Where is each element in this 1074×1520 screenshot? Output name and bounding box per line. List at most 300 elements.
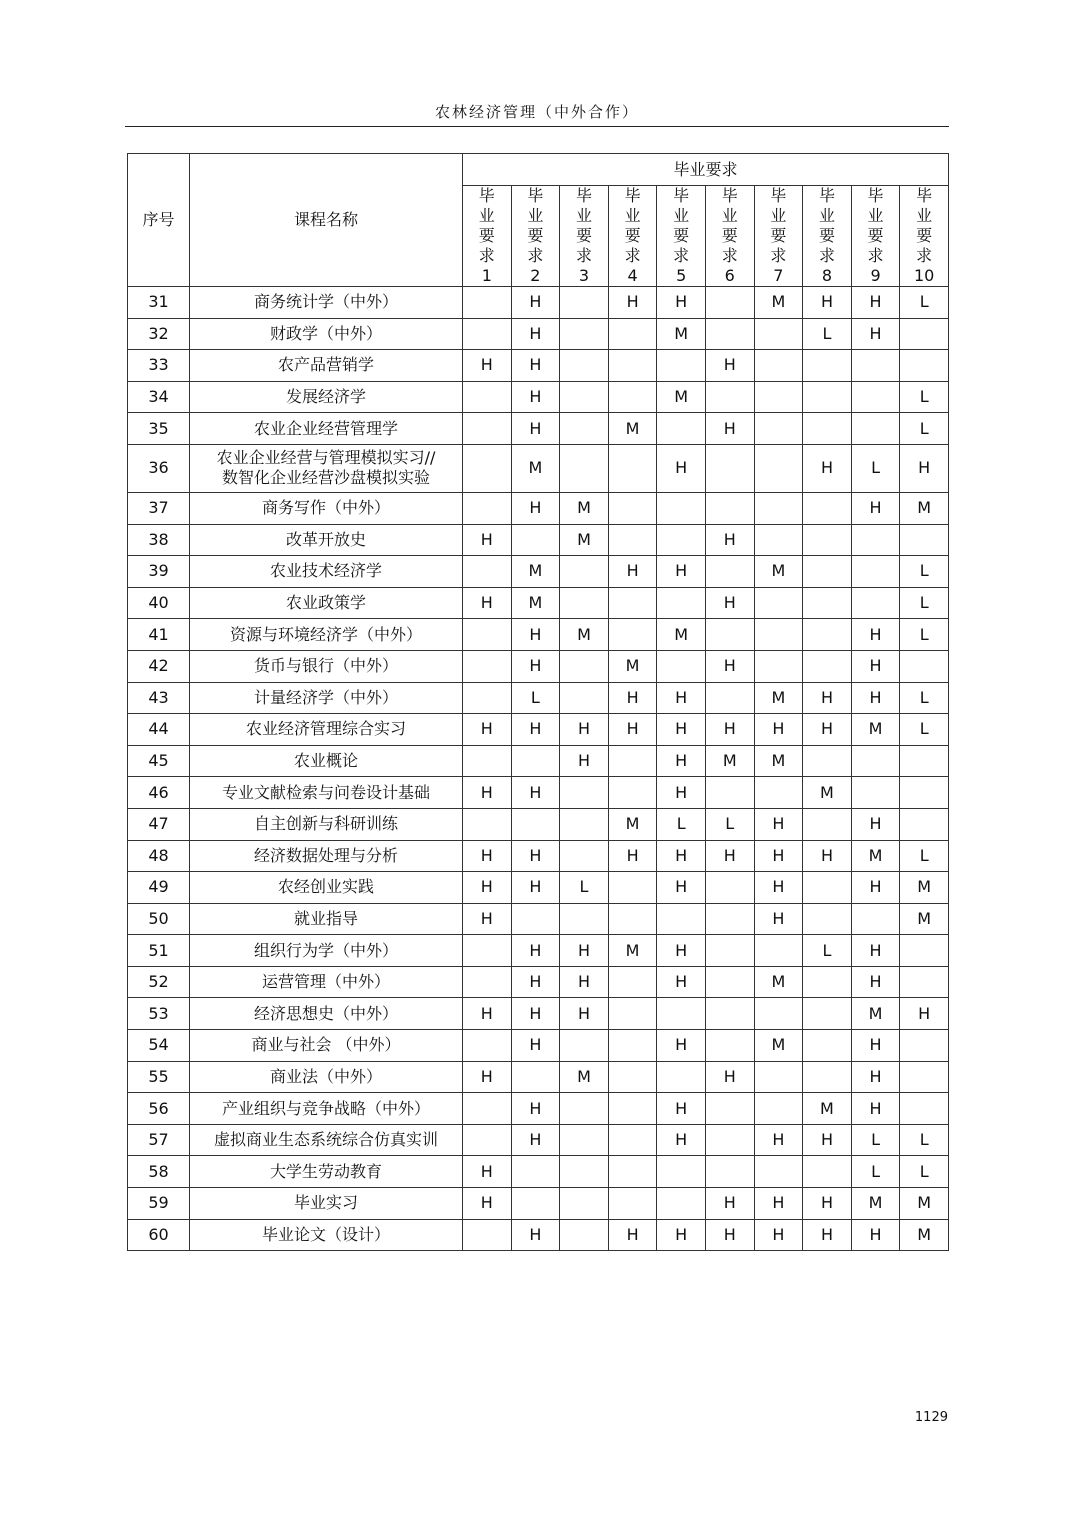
requirement-header-char: 求 [818,246,835,265]
row-seq-number: 48 [128,840,190,872]
requirement-cell-8 [803,1030,852,1062]
requirement-cell-10: L [900,1124,949,1156]
requirement-cell-1 [463,619,512,651]
row-course-name: 毕业论文（设计） [190,1219,463,1251]
requirement-cell-7: M [754,556,803,588]
requirement-cell-8: H [803,714,852,746]
requirement-cell-2: M [511,444,560,492]
requirement-cell-8 [803,556,852,588]
requirement-cell-6 [705,966,754,998]
requirement-cell-9: H [851,1219,900,1251]
row-seq-number: 31 [128,287,190,319]
requirement-cell-1 [463,413,512,445]
requirement-cell-5: H [657,840,706,872]
requirement-cell-10 [900,350,949,382]
requirement-cell-1 [463,381,512,413]
requirement-cell-4 [608,619,657,651]
requirement-cell-2: M [511,587,560,619]
table-row [128,872,949,904]
requirement-cell-6: H [705,714,754,746]
row-course-name: 虚拟商业生态系统综合仿真实训 [190,1124,463,1156]
requirement-cell-4 [608,444,657,492]
requirement-cell-3 [560,808,609,840]
requirement-cell-9: H [851,1030,900,1062]
requirement-cell-5 [657,413,706,445]
requirement-cell-2 [511,1156,560,1188]
requirement-cell-8: H [803,682,852,714]
requirement-cell-8: M [803,777,852,809]
requirement-cell-5 [657,998,706,1030]
requirement-cell-10 [900,524,949,556]
requirement-cell-8 [803,1061,852,1093]
requirement-cell-8 [803,492,852,524]
requirement-cell-1: H [463,840,512,872]
requirement-header-2 [511,186,560,287]
table-row [128,444,949,492]
row-seq-number: 56 [128,1093,190,1125]
row-seq-number: 42 [128,650,190,682]
requirement-cell-9: H [851,318,900,350]
requirement-cell-3 [560,1156,609,1188]
row-seq-number: 57 [128,1124,190,1156]
row-seq-number: 52 [128,966,190,998]
requirement-cell-5: H [657,287,706,319]
requirement-cell-4: H [608,682,657,714]
table-row [128,619,949,651]
table-row [128,413,949,445]
requirement-header-char: 求 [770,246,787,265]
requirement-cell-7 [754,1061,803,1093]
requirement-header-char: 要 [867,226,884,245]
requirement-cell-7 [754,587,803,619]
table-row [128,1093,949,1125]
requirement-cell-5: H [657,1093,706,1125]
requirement-header-char: 求 [478,246,495,265]
requirement-cell-3 [560,318,609,350]
requirement-cell-1 [463,745,512,777]
requirement-cell-2 [511,808,560,840]
requirement-cell-9 [851,587,900,619]
requirement-cell-7 [754,413,803,445]
requirement-cell-3 [560,350,609,382]
requirement-cell-7 [754,381,803,413]
row-course-name: 毕业实习 [190,1188,463,1220]
table-row [128,966,949,998]
requirement-cell-2: H [511,413,560,445]
requirement-cell-9: L [851,444,900,492]
requirement-cell-2 [511,903,560,935]
requirement-cell-7 [754,444,803,492]
requirement-cell-5 [657,492,706,524]
requirement-header-7 [754,186,803,287]
table-row [128,1124,949,1156]
requirement-cell-8 [803,745,852,777]
requirement-cell-6: H [705,1219,754,1251]
requirement-cell-8 [803,1156,852,1188]
requirement-cell-1 [463,492,512,524]
table-row [128,492,949,524]
requirement-cell-9 [851,745,900,777]
requirement-cell-9: H [851,935,900,967]
requirement-cell-7 [754,492,803,524]
requirement-cell-6: H [705,524,754,556]
requirement-cell-2 [511,524,560,556]
requirement-header-char: 业 [575,206,592,225]
requirement-cell-6: H [705,413,754,445]
requirement-header-char: 毕 [673,186,690,205]
table-row [128,714,949,746]
requirement-cell-3 [560,777,609,809]
row-seq-number: 39 [128,556,190,588]
requirement-cell-6: H [705,587,754,619]
requirement-cell-6 [705,381,754,413]
table-row [128,350,949,382]
requirement-cell-10: L [900,287,949,319]
requirement-cell-4 [608,1061,657,1093]
requirement-cell-7 [754,935,803,967]
requirement-cell-5: M [657,619,706,651]
requirement-cell-10: L [900,413,949,445]
requirement-cell-10: L [900,619,949,651]
requirement-cell-1: H [463,777,512,809]
requirement-cell-5: M [657,381,706,413]
requirement-cell-10: H [900,998,949,1030]
requirement-cell-9: H [851,682,900,714]
requirement-cell-1 [463,682,512,714]
requirement-cell-8 [803,587,852,619]
requirement-header-9 [851,186,900,287]
requirement-header-number: 9 [870,266,881,285]
requirement-cell-2: H [511,714,560,746]
requirement-cell-2: H [511,650,560,682]
requirement-cell-7: H [754,714,803,746]
requirement-cell-7: H [754,903,803,935]
requirement-cell-5: H [657,1124,706,1156]
requirement-header-char: 业 [867,206,884,225]
row-seq-number: 49 [128,872,190,904]
requirement-cell-1 [463,650,512,682]
requirement-header-char: 业 [916,206,933,225]
requirement-cell-7: M [754,745,803,777]
row-course-name: 农业概论 [190,745,463,777]
requirement-cell-10: L [900,840,949,872]
requirement-cell-2: H [511,492,560,524]
row-seq-number: 34 [128,381,190,413]
requirement-cell-7: M [754,682,803,714]
requirement-header-number: 3 [578,266,590,285]
requirement-cell-3: M [560,524,609,556]
requirement-cell-5 [657,1188,706,1220]
requirement-header-number: 4 [627,266,638,285]
table-row [128,1030,949,1062]
table-row [128,682,949,714]
requirement-cell-6 [705,287,754,319]
requirement-cell-9: H [851,1061,900,1093]
row-seq-number: 33 [128,350,190,382]
requirement-cell-2: H [511,1124,560,1156]
requirement-cell-4: H [608,1219,657,1251]
requirement-cell-3: H [560,966,609,998]
row-course-name: 农产品营销学 [190,350,463,382]
requirement-cell-8: H [803,840,852,872]
requirement-cell-6: H [705,350,754,382]
row-seq-number: 50 [128,903,190,935]
row-course-name: 商业法（中外） [190,1061,463,1093]
requirement-cell-9: M [851,998,900,1030]
requirement-cell-6 [705,903,754,935]
row-course-name: 商务统计学（中外） [190,287,463,319]
requirement-cell-8: H [803,1219,852,1251]
requirement-header-char: 要 [770,226,787,245]
requirement-cell-8: L [803,318,852,350]
row-seq-number: 59 [128,1188,190,1220]
requirement-header-6 [705,186,754,287]
row-seq-number: 38 [128,524,190,556]
requirement-header-char: 要 [721,226,738,245]
row-course-name: 商务写作（中外） [190,492,463,524]
requirement-cell-3: M [560,619,609,651]
requirement-cell-8 [803,808,852,840]
requirement-cell-9: L [851,1156,900,1188]
requirement-cell-6: H [705,1061,754,1093]
requirement-cell-2: H [511,872,560,904]
requirement-cell-1: H [463,350,512,382]
requirement-cell-10 [900,745,949,777]
requirement-header-char: 业 [770,206,787,225]
requirement-cell-10 [900,808,949,840]
row-seq-number: 41 [128,619,190,651]
row-course-name: 计量经济学（中外） [190,682,463,714]
row-course-name: 资源与环境经济学（中外） [190,619,463,651]
row-seq-number: 53 [128,998,190,1030]
requirement-cell-5: H [657,777,706,809]
requirement-cell-9: M [851,1188,900,1220]
requirement-cell-1 [463,808,512,840]
table-row [128,556,949,588]
requirement-cell-3 [560,650,609,682]
requirement-cell-7 [754,998,803,1030]
requirement-cell-7 [754,318,803,350]
requirement-cell-9: H [851,619,900,651]
requirement-cell-1: H [463,872,512,904]
requirement-cell-4: M [608,935,657,967]
page-number: 1129 [914,1410,948,1425]
matrix-body [128,287,949,1251]
requirement-cell-4 [608,777,657,809]
requirement-cell-6: H [705,1188,754,1220]
requirement-header-number: 7 [773,266,784,285]
row-seq-number: 60 [128,1219,190,1251]
requirement-cell-2: H [511,1030,560,1062]
row-course-name: 货币与银行（中外） [190,650,463,682]
requirement-cell-1 [463,935,512,967]
requirement-header-char: 要 [527,226,544,245]
table-row [128,935,949,967]
requirement-cell-3 [560,381,609,413]
requirement-cell-5 [657,1156,706,1188]
row-course-name: 经济数据处理与分析 [190,840,463,872]
requirement-cell-4: H [608,287,657,319]
requirement-cell-2: H [511,777,560,809]
requirement-cell-6: H [705,650,754,682]
requirement-cell-3 [560,682,609,714]
requirement-cell-1 [463,1219,512,1251]
column-header-requirements: 毕业要求 [463,154,949,186]
row-seq-number: 36 [128,444,190,492]
row-seq-number: 51 [128,935,190,967]
requirement-cell-4 [608,318,657,350]
requirement-cell-3: H [560,935,609,967]
row-course-name: 专业文献检索与问卷设计基础 [190,777,463,809]
requirement-cell-10 [900,1030,949,1062]
row-seq-number: 46 [128,777,190,809]
requirement-cell-3 [560,1124,609,1156]
requirement-cell-5 [657,587,706,619]
requirement-cell-3: H [560,745,609,777]
requirement-cell-5: H [657,966,706,998]
requirement-cell-10 [900,1093,949,1125]
table-row [128,1156,949,1188]
requirement-header-number: 2 [530,266,541,285]
requirement-cell-6 [705,492,754,524]
requirement-header-number: 6 [724,266,735,285]
requirement-cell-5: H [657,444,706,492]
requirement-cell-3 [560,556,609,588]
requirement-cell-2: H [511,287,560,319]
requirement-cell-5 [657,650,706,682]
row-seq-number: 54 [128,1030,190,1062]
requirement-cell-7: H [754,872,803,904]
requirement-cell-4 [608,587,657,619]
requirement-cell-3: H [560,714,609,746]
requirement-cell-1: H [463,1156,512,1188]
requirement-cell-7 [754,350,803,382]
column-header-course-name: 课程名称 [190,154,463,287]
requirement-cell-8 [803,619,852,651]
requirement-header-char: 求 [867,246,884,265]
requirement-header-number: 5 [676,266,687,285]
table-row [128,998,949,1030]
requirement-cell-5 [657,524,706,556]
requirement-cell-9: H [851,492,900,524]
requirement-cell-9 [851,350,900,382]
requirement-cell-3 [560,587,609,619]
requirement-cell-3 [560,1093,609,1125]
requirement-cell-9 [851,381,900,413]
table-row [128,650,949,682]
requirement-cell-5: H [657,556,706,588]
requirement-cell-10 [900,318,949,350]
requirement-cell-8: H [803,444,852,492]
requirement-cell-4 [608,1093,657,1125]
requirement-cell-10: M [900,492,949,524]
requirement-cell-6 [705,682,754,714]
row-course-name: 财政学（中外） [190,318,463,350]
requirement-cell-10: L [900,556,949,588]
requirement-cell-10: L [900,714,949,746]
requirement-cell-8 [803,413,852,445]
requirement-cell-4: H [608,556,657,588]
requirement-cell-3: H [560,998,609,1030]
requirement-cell-6 [705,998,754,1030]
table-row [128,318,949,350]
requirement-cell-2: H [511,1219,560,1251]
row-seq-number: 43 [128,682,190,714]
row-seq-number: 47 [128,808,190,840]
requirement-cell-9 [851,413,900,445]
requirement-cell-10: L [900,587,949,619]
requirement-cell-2 [511,745,560,777]
row-course-name: 农业政策学 [190,587,463,619]
requirement-header-char: 要 [624,226,641,245]
requirement-cell-10: M [900,903,949,935]
requirement-cell-7: M [754,966,803,998]
requirement-cell-9 [851,556,900,588]
requirement-header-8 [803,186,852,287]
requirement-cell-10 [900,1061,949,1093]
requirement-cell-3: L [560,872,609,904]
requirement-cell-4 [608,1124,657,1156]
requirement-cell-8 [803,966,852,998]
requirement-cell-2: M [511,556,560,588]
requirement-header-char: 要 [673,226,690,245]
requirement-cell-6 [705,556,754,588]
requirement-cell-1 [463,1030,512,1062]
requirement-cell-3: M [560,1061,609,1093]
requirement-header-char: 毕 [916,186,933,205]
requirement-cell-9: H [851,808,900,840]
requirement-cell-8: M [803,1093,852,1125]
requirement-header-char: 求 [721,246,738,265]
requirement-cell-7: H [754,1188,803,1220]
requirement-cell-10 [900,650,949,682]
requirement-cell-3 [560,1030,609,1062]
requirement-header-char: 要 [478,226,495,245]
row-seq-number: 55 [128,1061,190,1093]
requirement-cell-9: M [851,714,900,746]
requirement-cell-2: H [511,840,560,872]
requirement-cell-4 [608,903,657,935]
requirement-cell-6 [705,872,754,904]
requirement-cell-5 [657,903,706,935]
requirement-cell-4: H [608,840,657,872]
requirement-cell-9: H [851,872,900,904]
requirement-header-number: 10 [913,266,935,285]
requirement-cell-4 [608,966,657,998]
requirement-cell-6 [705,444,754,492]
requirement-cell-8 [803,350,852,382]
requirement-cell-2: H [511,935,560,967]
requirement-cell-3 [560,413,609,445]
requirement-cell-3 [560,287,609,319]
requirement-header-char: 业 [478,206,495,225]
requirement-cell-4: M [608,808,657,840]
table-row [128,381,949,413]
row-course-name: 运营管理（中外） [190,966,463,998]
requirement-cell-2 [511,1188,560,1220]
requirement-header-char: 要 [575,226,592,245]
table-row [128,524,949,556]
requirement-cell-7: H [754,808,803,840]
requirement-cell-2: H [511,318,560,350]
requirement-cell-9: L [851,1124,900,1156]
row-course-name: 产业组织与竞争战略（中外） [190,1093,463,1125]
requirement-header-number: 1 [481,266,492,285]
requirement-cell-9 [851,524,900,556]
row-course-name: 农业经济管理综合实习 [190,714,463,746]
requirement-header-5 [657,186,706,287]
table-row [128,1188,949,1220]
